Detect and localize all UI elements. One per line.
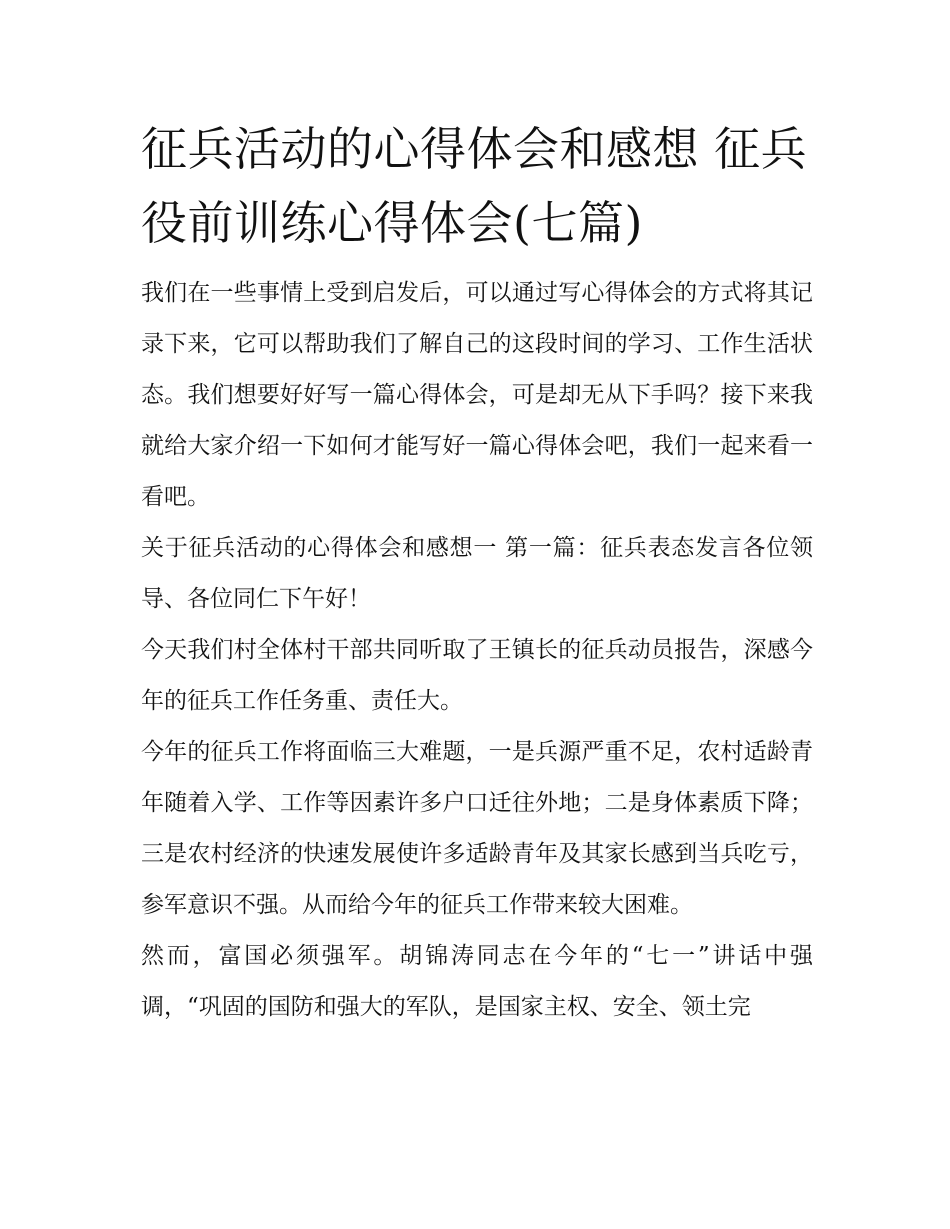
paragraph-speech-heading: 关于征兵活动的心得体会和感想一 第一篇：征兵表态发言各位领导、各位同仁下午好！ [141,535,813,612]
document-title: 征兵活动的心得体会和感想 征兵役前训练心得体会(七篇) [141,122,808,250]
document-page [141,112,813,1033]
paragraph-report: 今天我们村全体村干部共同听取了王镇长的征兵动员报告，深感今年的征兵工作任务重、责任大。 [141,637,813,714]
paragraph-strong-army: 然而，富国必须强军。胡锦涛同志在今年的“七一”讲话中强调，“巩固的国防和强大的军队，是国家主权、安全、领土完 [141,943,813,1020]
paragraph-intro: 我们在一些事情上受到启发后，可以通过写心得体会的方式将其记录下来，它可以帮助我们了解自己的这段时间的学习、工作生活状态。我们想要好好写一篇心得体会，可是却无从下手吗？接下来我就给大家介绍一下如何才能写好一篇心得体会吧，我们一起来看一看吧。 [141,280,813,510]
paragraph-challenges: 今年的征兵工作将面临三大难题，一是兵源严重不足，农村适龄青年随着入学、工作等因素许多户口迁往外地；二是身体素质下降；三是农村经济的快速发展使许多适龄青年及其家长感到当兵吃亏，参军意识不强。从而给今年的征兵工作带来较大困难。 [141,739,813,918]
